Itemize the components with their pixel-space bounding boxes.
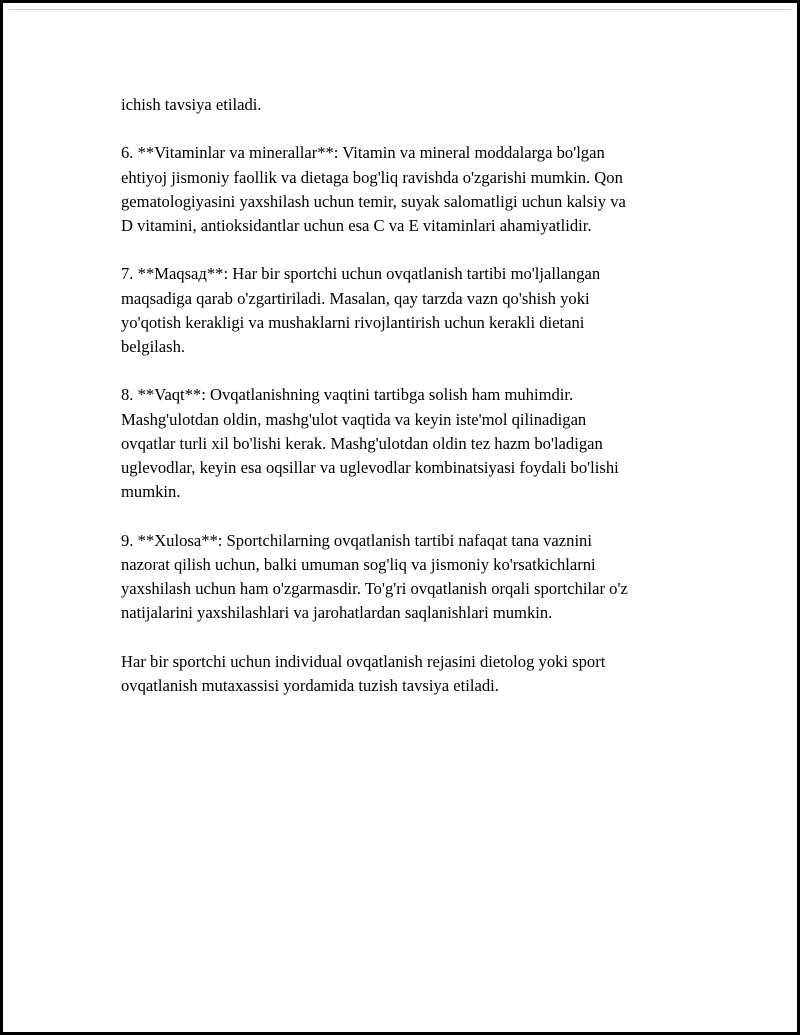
text-line: mumkin. bbox=[121, 482, 181, 502]
text-line: Har bir sportchi uchun individual ovqatlanish rejasini dietolog yoki sport bbox=[121, 651, 606, 671]
paragraph-recommendation bbox=[121, 650, 701, 698]
text-line: D vitamini, antioksidantlar uchun esa C va E vitaminlari ahamiyatlidir. bbox=[121, 216, 592, 235]
paragraph-goal bbox=[121, 262, 701, 359]
text-line: 7. **Маqsад**: Har bir sportchi uchun ovqatlanish tartibi mo'ljallangan bbox=[121, 264, 601, 284]
paragraph-continuation bbox=[121, 93, 701, 117]
text-line: ehtiyoj jismoniy faollik va dietaga bog'liq ravishda o'zgarishi mumkin. Qon bbox=[121, 167, 623, 187]
paragraph-conclusion bbox=[121, 529, 701, 626]
document-body bbox=[121, 93, 701, 722]
text-line: yo'qotish kerakligi va mushaklarni rivojlantirish uchun kerakli dietani bbox=[121, 312, 585, 332]
paragraph-timing bbox=[121, 383, 701, 504]
text-line: uglevodlar, keyin esa oqsillar va uglevodlar kombinatsiyasi foydali bo'lishi bbox=[121, 458, 619, 477]
text-line: nazorat qilish uchun, balki umuman sog'liq va jismoniy ko'rsatkichlarni bbox=[121, 554, 596, 574]
text-line: yaxshilash uchun ham o'zgarmasdir. To'g'ri ovqatlanish orqali sportchilar o'z bbox=[121, 579, 628, 598]
text-line: 8. **Vaqt**: Ovqatlanishning vaqtini tartibga solish ham muhimdir. bbox=[121, 385, 574, 405]
paragraph-vitamins-minerals bbox=[121, 141, 701, 238]
text-line: gematologiyasini yaxshilash uchun temir, suyak salomatligi uchun kalsiy va bbox=[121, 191, 626, 211]
text-line: 9. **Xulosa**: Sportchilarning ovqatlanish tartibi nafaqat tana vaznini bbox=[121, 530, 592, 550]
text-line: maqsadiga qarab o'zgartiriladi. Masalan, qay tarzda vazn qo'shish yoki bbox=[121, 288, 590, 308]
text-line: ovqatlanish mutaxassisi yordamida tuzish tavsiya etiladi. bbox=[121, 675, 499, 695]
text-line: natijalarini yaxshilashlari va jarohatlardan saqlanishlari mumkin. bbox=[121, 603, 553, 623]
text-line: belgilash. bbox=[121, 337, 186, 356]
text-line: 6. **Vitaminlar va minerallar**: Vitamin va mineral moddalarga bo'lgan bbox=[121, 143, 605, 163]
text-line: ichish tavsiya etiladi. bbox=[121, 95, 262, 114]
text-line: ovqatlar turli xil bo'lishi kerak. Mashg'ulotdan oldin tez hazm bo'ladigan bbox=[121, 433, 603, 453]
text-line: Mashg'ulotdan oldin, mashg'ulot vaqtida va keyin iste'mol qilinadigan bbox=[121, 409, 587, 429]
